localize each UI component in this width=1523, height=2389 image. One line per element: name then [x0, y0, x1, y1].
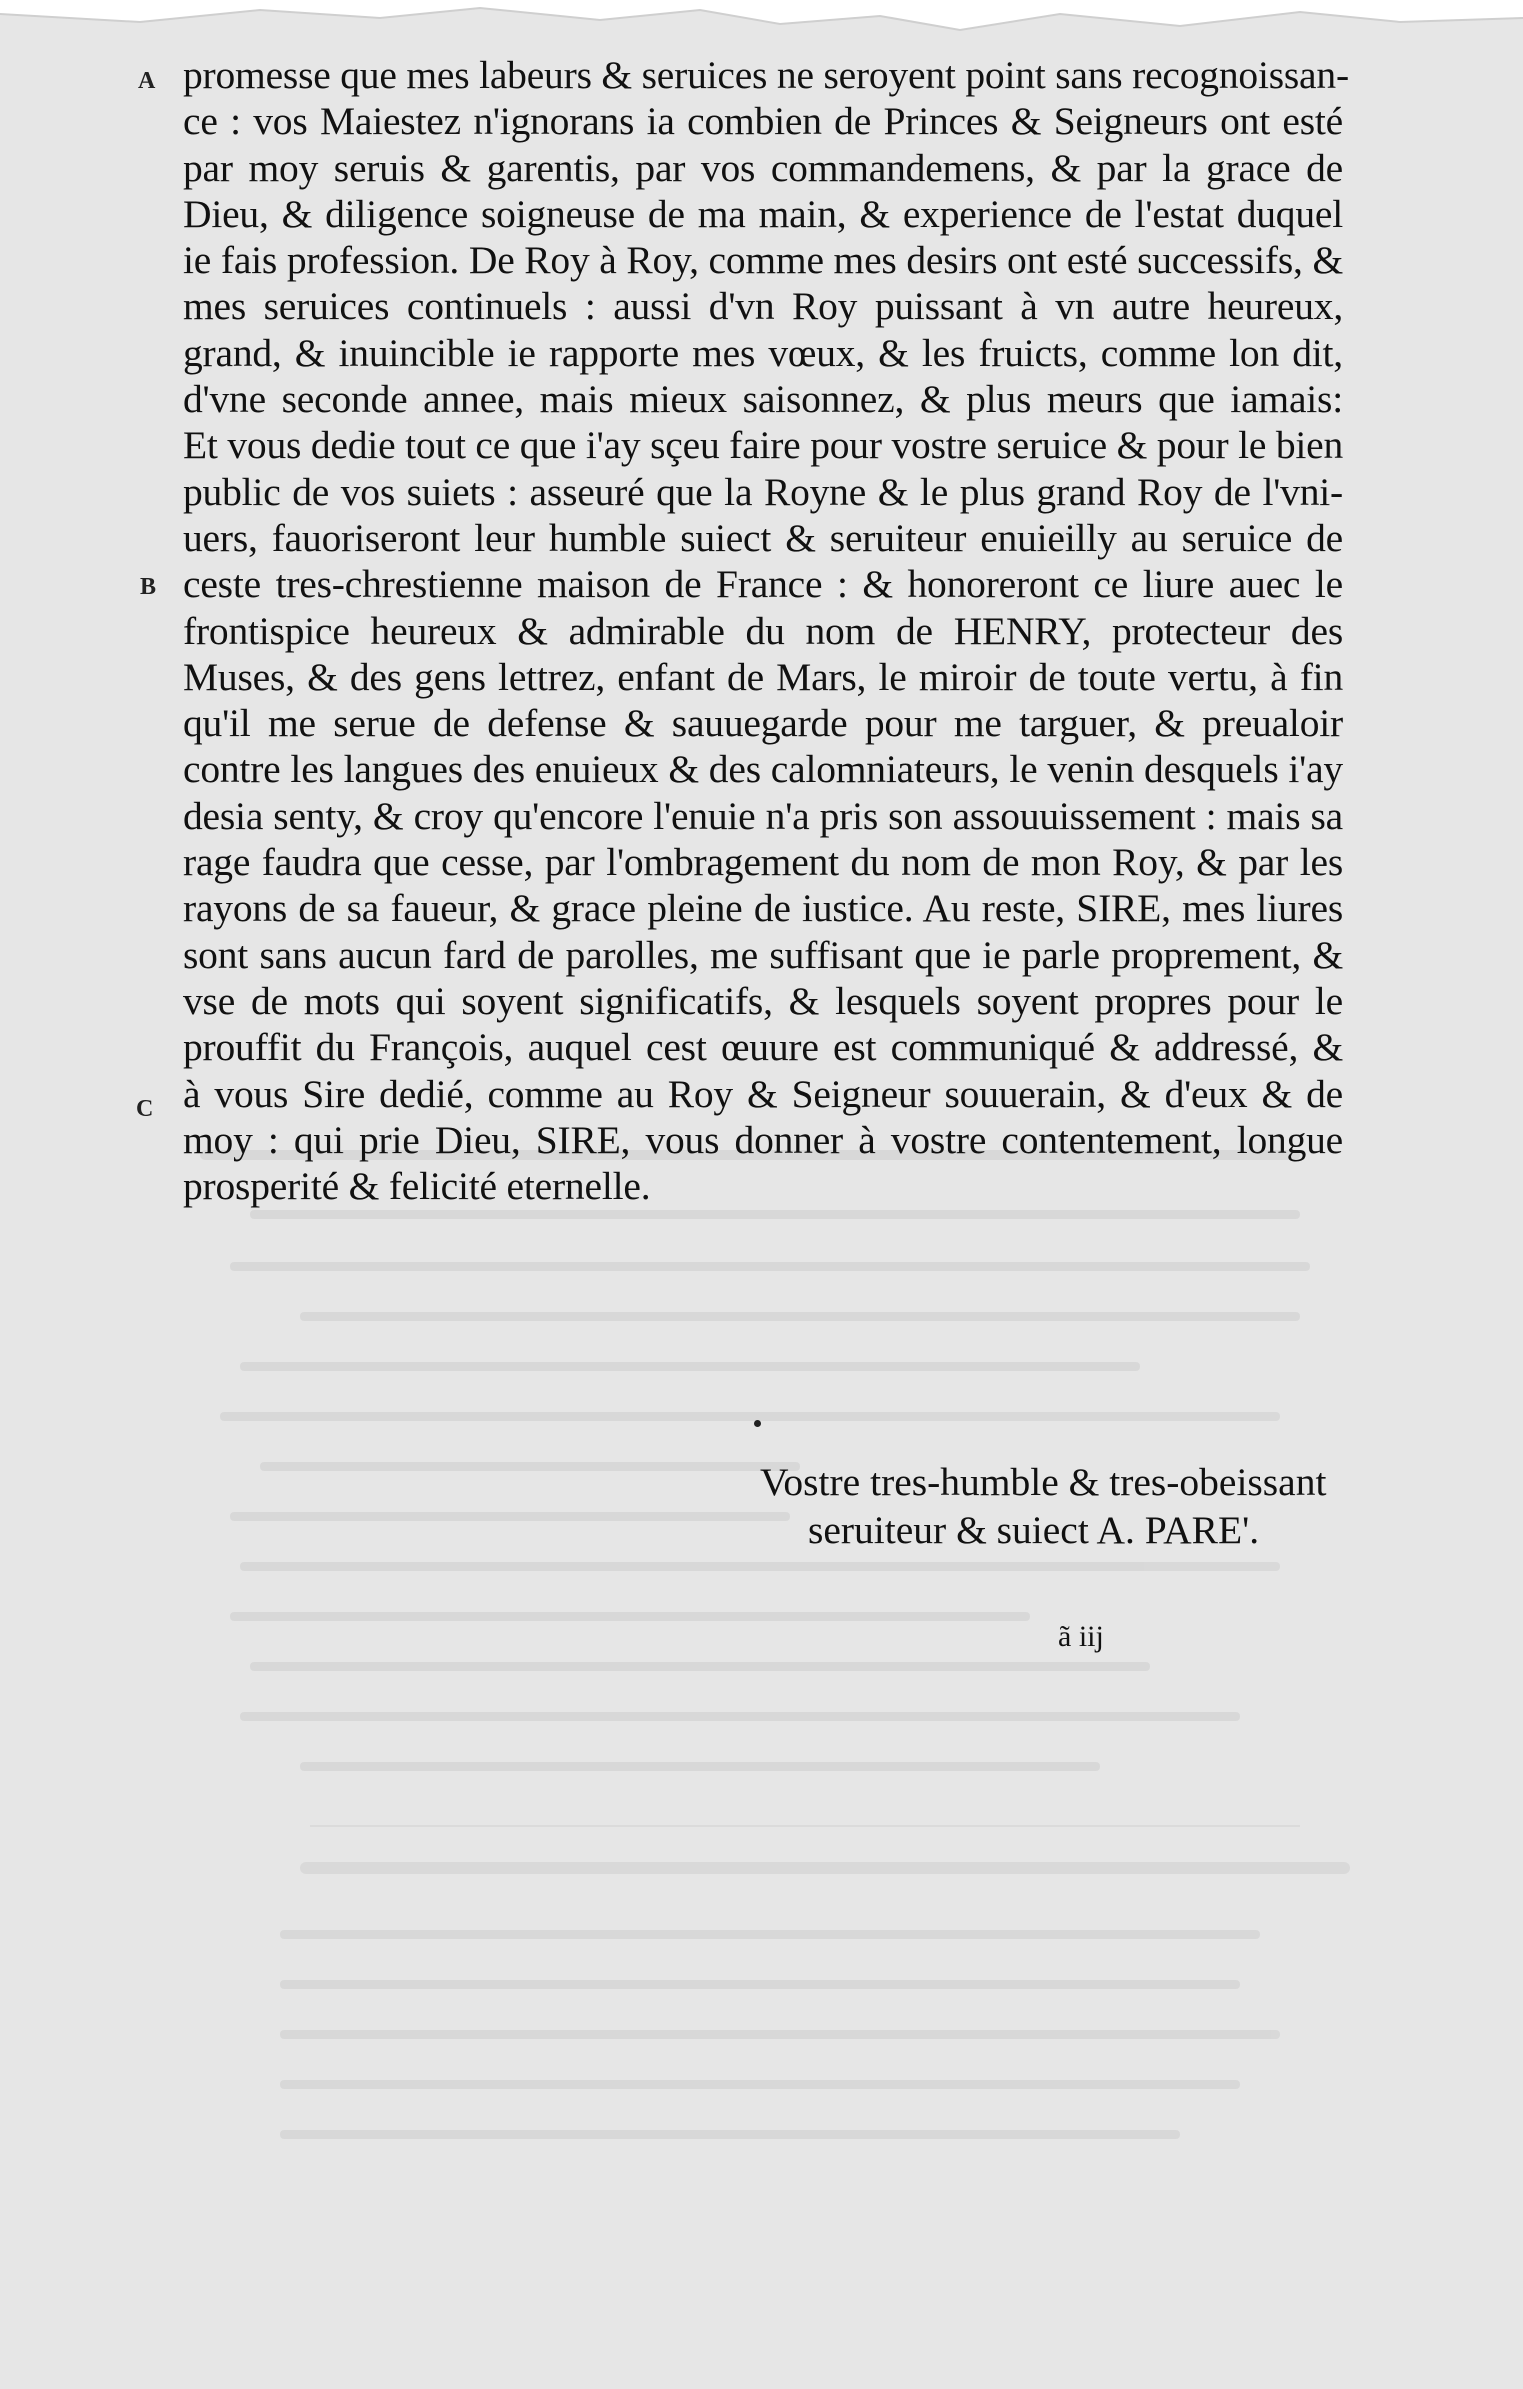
body-line: desia senty, & croy qu'encore l'enuie n'a pris son assouuissement : mais sa	[183, 793, 1343, 838]
body-line: Et vous dedie tout ce que i'ay sçeu faire pour vostre seruice & pour le bien	[183, 423, 1344, 468]
body-line: qu'il me serue de defense & sauuegarde pour me targuer, & preualoir	[183, 701, 1343, 746]
body-line: d'vne seconde annee, mais mieux saisonnez, & plus meurs que iamais:	[183, 377, 1343, 422]
signature-line-2: seruiteur & suiect A. PARE'.	[808, 1508, 1260, 1552]
ink-dot	[754, 1420, 761, 1427]
body-line: mes seruices continuels : aussi d'vn Roy puissant à vn autre heureux,	[183, 284, 1343, 329]
margin-letter-b: B	[140, 574, 157, 600]
body-line: grand, & inuincible ie rapporte mes vœux, & les fruicts, comme lon dit,	[183, 330, 1343, 375]
body-line: sont sans aucun fard de parolles, me suffisant que ie parle proprement, &	[183, 932, 1343, 977]
body-line: rayons de sa faueur, & grace pleine de iustice. Au reste, SIRE, mes liures	[183, 886, 1343, 931]
dedication-body	[183, 52, 1349, 1209]
body-line: uers, fauoriseront leur humble suiect & seruiteur enuieilly au seruice de	[183, 515, 1343, 560]
body-line: Dieu, & diligence soigneuse de ma main, & experience de l'estat duquel	[183, 191, 1343, 236]
body-line: frontispice heureux & admirable du nom de HENRY, protecteur des	[183, 608, 1343, 653]
body-line: public de vos suiets : asseuré que la Royne & le plus grand Roy de l'vni-	[183, 469, 1343, 514]
body-line: ce : vos Maiestez n'ignorans ia combien de Princes & Seigneurs ont esté	[183, 99, 1343, 144]
body-line: contre les langues des enuieux & des calomniateurs, le venin desquels i'ay	[183, 747, 1343, 792]
body-line: moy : qui prie Dieu, SIRE, vous donner à vostre contentement, longue	[183, 1117, 1343, 1162]
body-line: promesse que mes labeurs & seruices ne seroyent point sans recognoissan-	[183, 53, 1349, 97]
signature-mark: ã iij	[1058, 1620, 1104, 1653]
body-line: Muses, & des gens lettrez, enfant de Mars, le miroir de toute vertu, à fin	[183, 654, 1343, 699]
body-line: rage faudra que cesse, par l'ombragement du nom de mon Roy, & par les	[183, 840, 1343, 885]
body-line: ceste tres-chrestienne maison de France : & honoreront ce liure auec le	[183, 562, 1343, 607]
body-line: vse de mots qui soyent significatifs, & lesquels soyent propres pour le	[183, 978, 1343, 1023]
signature-line-1: Vostre tres-humble & tres-obeissant	[760, 1460, 1327, 1504]
body-line: à vous Sire dedié, comme au Roy & Seigneur souuerain, & d'eux & de	[183, 1071, 1343, 1116]
margin-letter-c: C	[136, 1096, 154, 1122]
body-line-last: prosperité & felicité eternelle.	[183, 1164, 651, 1209]
body-line: ie fais profession. De Roy à Roy, comme mes desirs ont esté successifs, &	[183, 238, 1343, 283]
margin-letter-a: A	[138, 68, 156, 94]
body-line: prouffit du François, auquel cest œuure est communiqué & addressé, &	[183, 1025, 1343, 1070]
body-line: par moy seruis & garentis, par vos commandemens, & par la grace de	[183, 145, 1343, 190]
